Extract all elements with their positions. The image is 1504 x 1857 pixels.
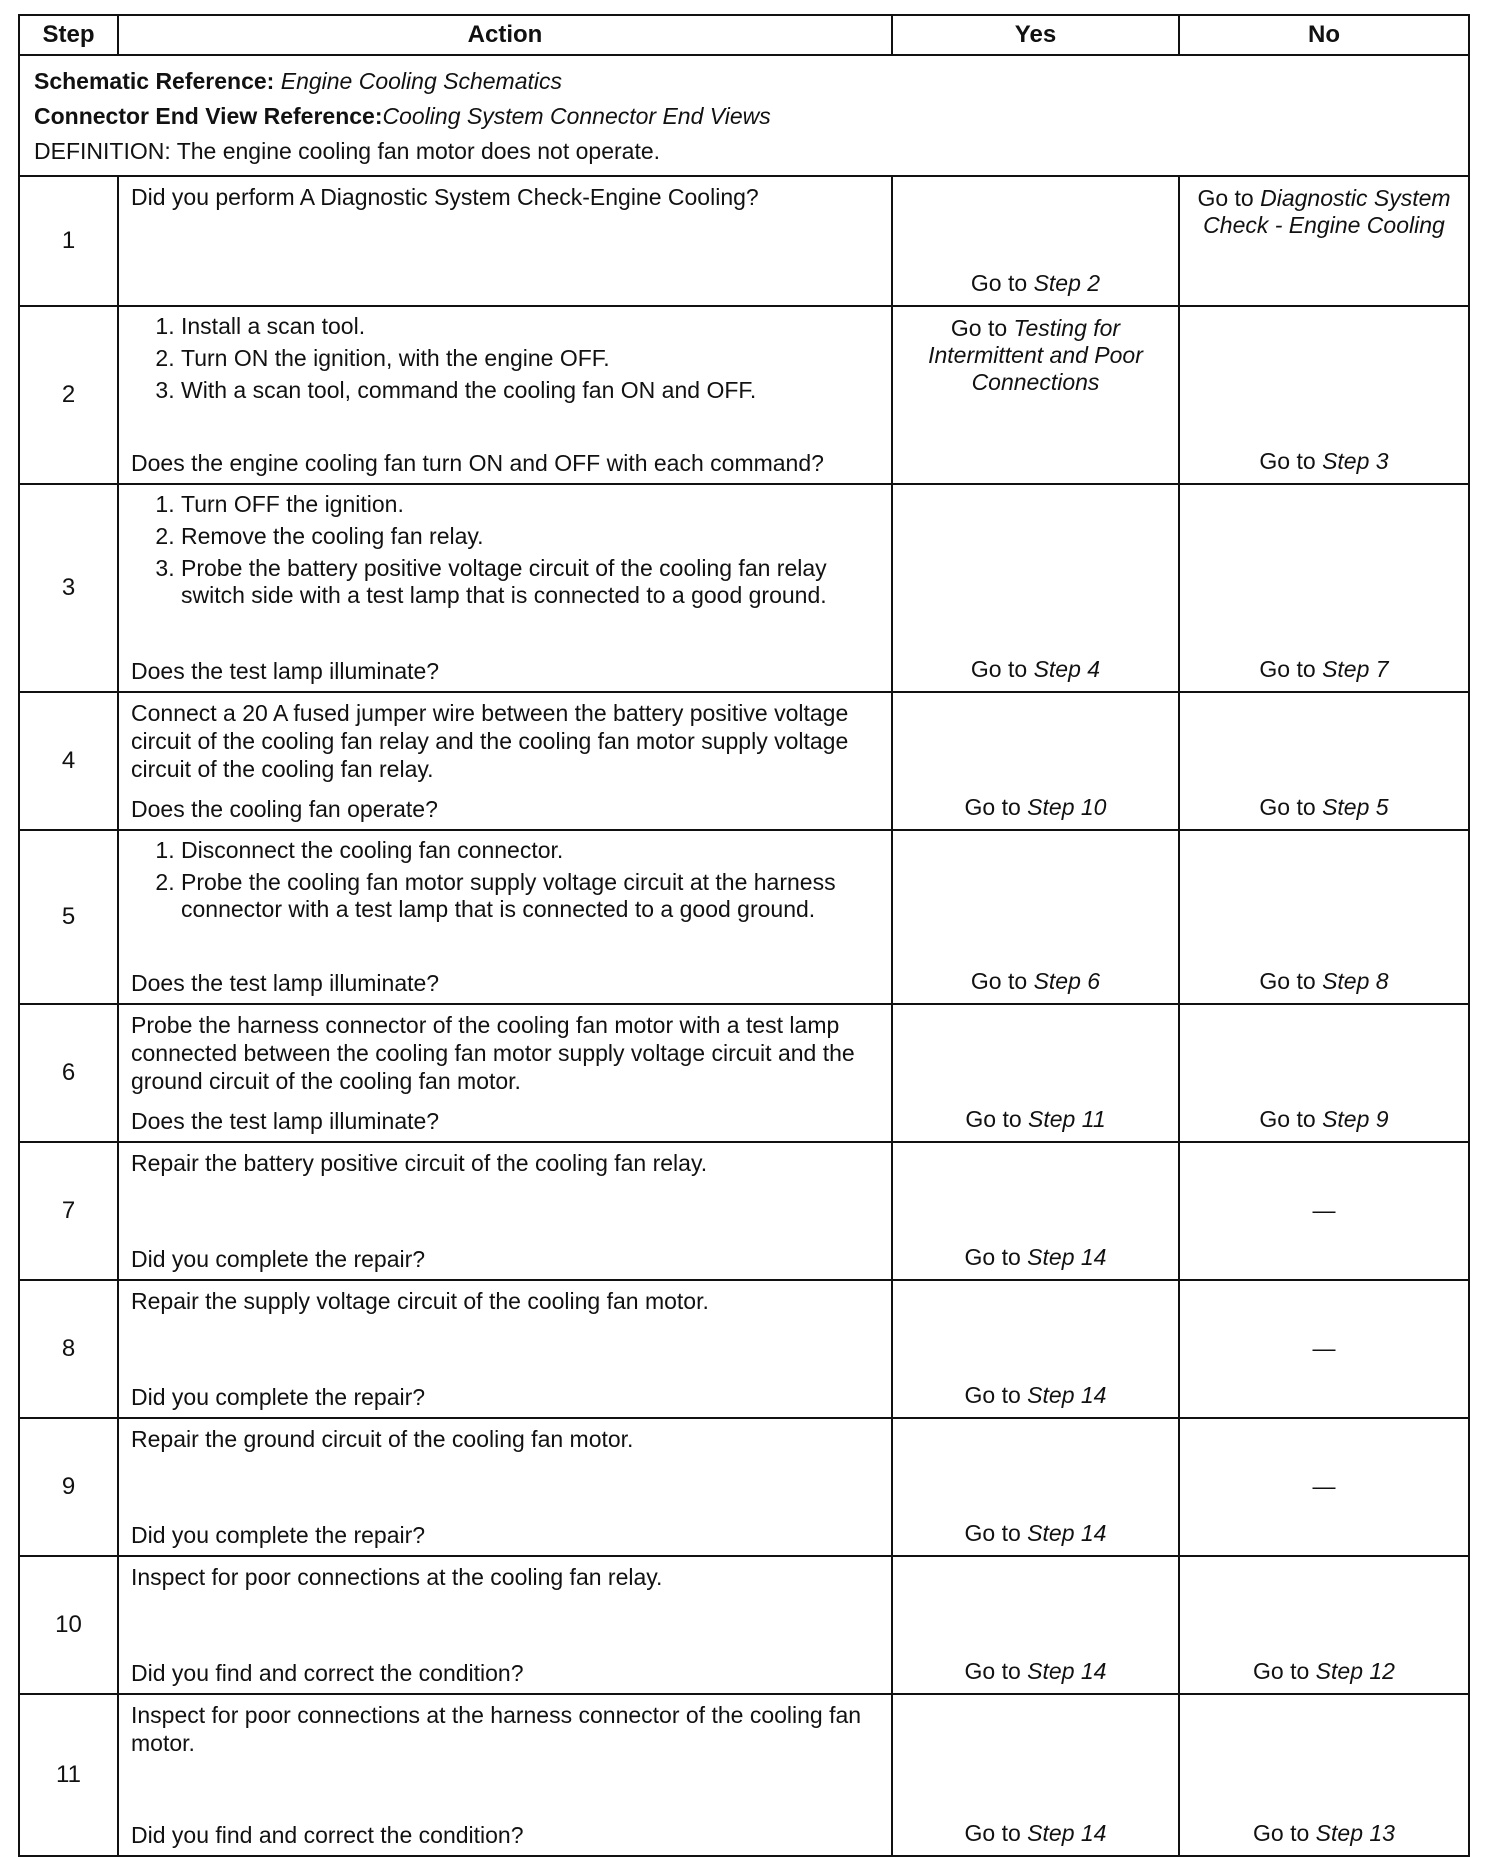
action-question: Does the test lamp illuminate?: [131, 970, 440, 996]
step-number: 9: [19, 1418, 118, 1556]
action-text: Inspect for poor connections at the harness connector of the cooling fan motor.: [131, 1702, 862, 1756]
yes-link[interactable]: Step 10: [1027, 794, 1107, 820]
action-steps-list: [131, 313, 881, 404]
no-link[interactable]: Step 12: [1315, 1658, 1395, 1684]
table-row: [19, 306, 1469, 484]
action-cell: [118, 692, 892, 830]
schematic-link[interactable]: Engine Cooling Schematics: [280, 68, 563, 94]
no-cell: [1179, 1694, 1469, 1856]
action-text: Repair the battery positive circuit of the cooling fan relay.: [131, 1150, 708, 1176]
step-number: 1: [19, 176, 118, 306]
action-step-item: 1. Install a scan tool.: [181, 313, 881, 340]
table-row: [19, 1694, 1469, 1856]
table-row: [19, 830, 1469, 1004]
yes-prefix: Go to: [965, 1106, 1029, 1132]
no-prefix: Go to: [1259, 968, 1323, 994]
table-row: [19, 1556, 1469, 1694]
action-text: Probe the harness connector of the cooling fan motor with a test lamp connected between the cooling fan motor supply voltage circuit and the ground circuit of the cooling fan motor.: [131, 1012, 855, 1094]
action-step-item: 1. Turn OFF the ignition.: [181, 491, 881, 518]
step-number: 11: [19, 1694, 118, 1856]
no-cell: [1179, 176, 1469, 306]
yes-link[interactable]: Step 2: [1033, 270, 1101, 296]
action-steps-list: [131, 491, 881, 609]
yes-cell: [892, 1142, 1179, 1280]
yes-link[interactable]: Testing for Intermittent and Poor Connections: [928, 315, 1143, 395]
yes-link[interactable]: Step 14: [1027, 1658, 1107, 1684]
action-question: Does the test lamp illuminate?: [131, 658, 440, 684]
connector-reference: [34, 99, 1454, 134]
action-question: Does the test lamp illuminate?: [131, 1108, 440, 1134]
intro-row: [19, 55, 1469, 176]
no-cell: [1179, 484, 1469, 692]
action-question: Does the cooling fan operate?: [131, 796, 438, 822]
no-prefix: Go to: [1259, 1106, 1323, 1132]
yes-cell: [892, 1280, 1179, 1418]
no-cell: [1179, 830, 1469, 1004]
connector-link[interactable]: Cooling System Connector End Views: [382, 103, 771, 129]
no-link[interactable]: Step 7: [1322, 656, 1389, 682]
no-prefix: Go to: [1259, 448, 1323, 474]
action-question: Did you find and correct the condition?: [131, 1660, 524, 1686]
action-cell: [118, 1556, 892, 1694]
header-yes: Yes: [892, 15, 1179, 55]
action-text: Repair the supply voltage circuit of the cooling fan motor.: [131, 1288, 709, 1314]
action-text: Did you perform A Diagnostic System Check-Engine Cooling?: [131, 184, 759, 210]
yes-prefix: Go to: [964, 1244, 1028, 1270]
action-text: Connect a 20 A fused jumper wire between the battery positive voltage circuit of the cooling fan relay and the cooling fan motor supply voltage circuit of the cooling fan relay.: [131, 700, 849, 782]
yes-cell: [892, 484, 1179, 692]
action-question: Does the engine cooling fan turn ON and OFF with each command?: [131, 450, 824, 476]
no-cell: [1179, 1280, 1469, 1418]
action-cell: [118, 830, 892, 1004]
yes-prefix: Go to: [970, 270, 1034, 296]
action-text: Inspect for poor connections at the cooling fan relay.: [131, 1564, 663, 1590]
table-row: [19, 1418, 1469, 1556]
action-step-item: 3. With a scan tool, command the cooling fan ON and OFF.: [181, 377, 881, 404]
no-cell: [1179, 692, 1469, 830]
action-step-item: 2. Turn ON the ignition, with the engine OFF.: [181, 345, 881, 372]
yes-cell: [892, 1418, 1179, 1556]
no-dash: —: [1312, 1472, 1336, 1499]
action-cell: [118, 176, 892, 306]
no-prefix: Go to: [1197, 185, 1261, 211]
yes-prefix: Go to: [964, 1820, 1028, 1846]
header-action: Action: [118, 15, 892, 55]
action-step-item: 2. Remove the cooling fan relay.: [181, 523, 881, 550]
table-row: [19, 484, 1469, 692]
no-dash: —: [1312, 1334, 1336, 1361]
no-link[interactable]: Diagnostic System Check - Engine Cooling: [1203, 185, 1451, 238]
no-link[interactable]: Step 5: [1322, 794, 1389, 820]
action-step-item: 3. Probe the battery positive voltage circuit of the cooling fan relay switch side with a test lamp that is connected to a good ground.: [181, 555, 881, 609]
no-dash: —: [1312, 1196, 1336, 1223]
yes-prefix: Go to: [970, 656, 1034, 682]
yes-cell: [892, 830, 1179, 1004]
action-cell: [118, 1142, 892, 1280]
table-row: [19, 1280, 1469, 1418]
no-cell: [1179, 1142, 1469, 1280]
no-cell: [1179, 1556, 1469, 1694]
step-number: 8: [19, 1280, 118, 1418]
step-number: 3: [19, 484, 118, 692]
header-row: [19, 15, 1469, 55]
header-step: Step: [19, 15, 118, 55]
step-number: 4: [19, 692, 118, 830]
step-number: 7: [19, 1142, 118, 1280]
action-cell: [118, 1280, 892, 1418]
yes-prefix: Go to: [964, 1658, 1028, 1684]
table-row: [19, 176, 1469, 306]
yes-link[interactable]: Step 4: [1033, 656, 1101, 682]
action-cell: [118, 1418, 892, 1556]
yes-cell: [892, 1004, 1179, 1142]
header-no: No: [1179, 15, 1469, 55]
yes-link[interactable]: Step 14: [1027, 1820, 1107, 1846]
no-cell: [1179, 306, 1469, 484]
definition-text: DEFINITION: The engine cooling fan motor does not operate.: [34, 138, 661, 164]
no-link[interactable]: Step 8: [1322, 968, 1389, 994]
intro-cell: [19, 55, 1469, 176]
no-link[interactable]: Step 13: [1315, 1820, 1395, 1846]
action-steps-list: [131, 837, 881, 923]
schematic-reference: [34, 64, 1454, 99]
table-row: [19, 1004, 1469, 1142]
action-question: Did you complete the repair?: [131, 1522, 426, 1548]
yes-prefix: Go to: [964, 794, 1028, 820]
no-cell: [1179, 1004, 1469, 1142]
diagnostic-table: [18, 14, 1470, 1857]
no-prefix: Go to: [1259, 794, 1323, 820]
yes-prefix: Go to: [964, 1382, 1028, 1408]
yes-prefix: Go to: [950, 315, 1014, 341]
no-link[interactable]: Step 3: [1322, 448, 1389, 474]
table-row: [19, 1142, 1469, 1280]
yes-cell: [892, 306, 1179, 484]
action-cell: [118, 1694, 892, 1856]
action-step-item: 2. Probe the cooling fan motor supply voltage circuit at the harness connector with a test lamp that is connected to a good ground.: [181, 869, 881, 923]
schematic-label: Schematic Reference:: [34, 68, 275, 94]
yes-prefix: Go to: [964, 1520, 1028, 1546]
action-question: Did you find and correct the condition?: [131, 1822, 524, 1848]
action-cell: [118, 1004, 892, 1142]
no-link[interactable]: Step 9: [1322, 1106, 1389, 1132]
connector-label: Connector End View Reference:: [34, 103, 383, 129]
yes-cell: [892, 1694, 1179, 1856]
action-step-item: 1. Disconnect the cooling fan connector.: [181, 837, 881, 864]
yes-link[interactable]: Step 11: [1028, 1106, 1106, 1132]
no-prefix: Go to: [1259, 656, 1323, 682]
no-prefix: Go to: [1253, 1658, 1316, 1684]
step-number: 2: [19, 306, 118, 484]
yes-link[interactable]: Step 14: [1027, 1244, 1107, 1270]
table-row: [19, 692, 1469, 830]
step-number: 5: [19, 830, 118, 1004]
yes-link[interactable]: Step 6: [1033, 968, 1101, 994]
yes-link[interactable]: Step 14: [1027, 1520, 1107, 1546]
yes-cell: [892, 1556, 1179, 1694]
yes-cell: [892, 176, 1179, 306]
yes-link[interactable]: Step 14: [1027, 1382, 1107, 1408]
no-cell: [1179, 1418, 1469, 1556]
yes-prefix: Go to: [970, 968, 1034, 994]
action-cell: [118, 306, 892, 484]
step-number: 6: [19, 1004, 118, 1142]
yes-cell: [892, 692, 1179, 830]
action-question: Did you complete the repair?: [131, 1384, 426, 1410]
step-number: 10: [19, 1556, 118, 1694]
action-question: Did you complete the repair?: [131, 1246, 426, 1272]
action-cell: [118, 484, 892, 692]
no-prefix: Go to: [1253, 1820, 1316, 1846]
action-text: Repair the ground circuit of the cooling fan motor.: [131, 1426, 634, 1452]
